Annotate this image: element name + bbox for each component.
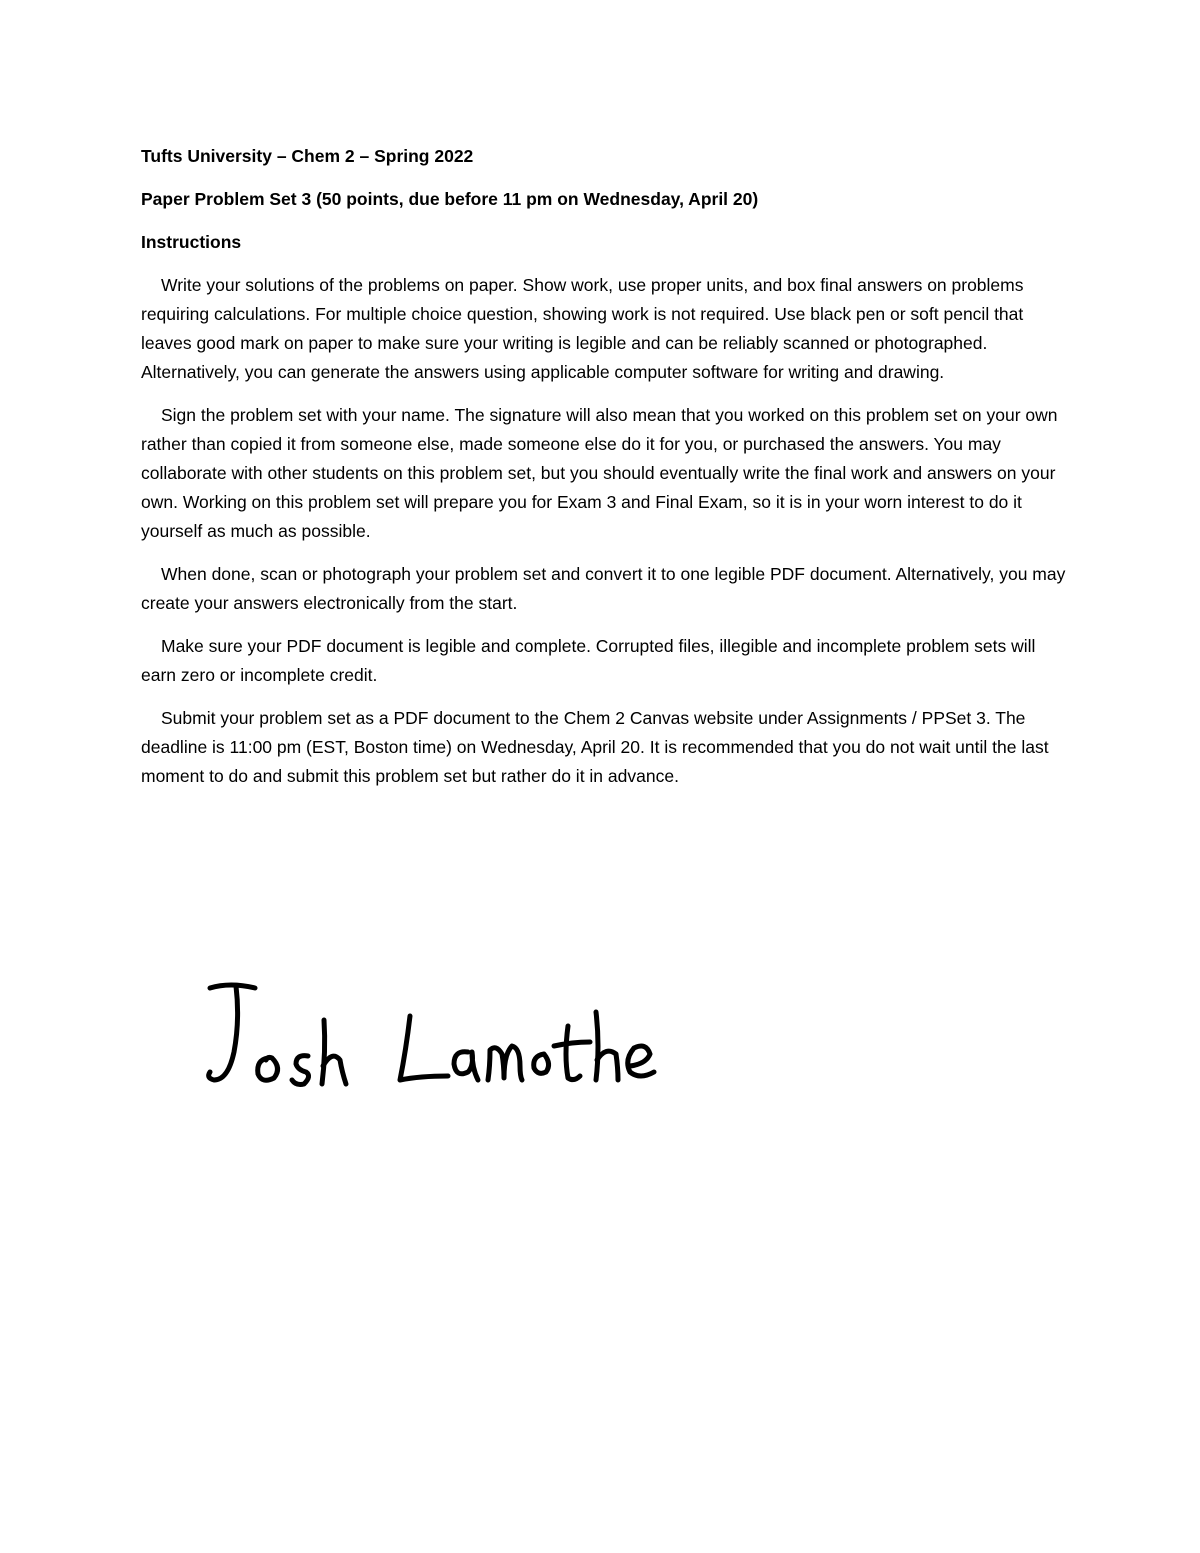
instruction-paragraph-submission: Submit your problem set as a PDF document to the Chem 2 Canvas website under Assignments / PPSet 3. The deadline is 11:00 pm (EST, Boston time) on Wednesday, April 20. It is recommended that you do not wait until the last moment to do and submit this problem set but rather do it in advance. xyxy=(141,708,1049,786)
course-header: Tufts University – Chem 2 – Spring 2022 xyxy=(141,146,474,166)
signature-t-stem xyxy=(566,1026,580,1080)
signature-h2-stem xyxy=(596,1012,598,1080)
signature-a xyxy=(454,1052,478,1080)
signature-h-stem xyxy=(322,1020,325,1084)
problem-set-title: Paper Problem Set 3 (50 points, due before 11 pm on Wednesday, April 20) xyxy=(141,189,759,209)
instruction-paragraph-signature: Sign the problem set with your name. The signature will also mean that you worked on this problem set on your own rather than copied it from someone else, made someone else do it for you, or purchased the answers. You may collaborate with other students on this problem set, but you should eventually write the final work and answers on your own. Working on this problem set will prepare you for Exam 3 and Final Exam, so it is in your worn interest to do it yourself as much as possible. xyxy=(141,405,1058,541)
signature-h-arch xyxy=(323,1056,346,1084)
handwritten-signature xyxy=(200,980,670,1100)
signature-h2-arch xyxy=(597,1051,618,1080)
signature-m xyxy=(488,1046,522,1080)
instruction-paragraph-scan: When done, scan or photograph your problem set and convert it to one legible PDF document. Alternatively, you may create your answers electronically from the start. xyxy=(141,564,1066,613)
signature-t-bar xyxy=(554,1042,590,1046)
signature-s xyxy=(292,1056,309,1085)
signature-o xyxy=(258,1057,278,1080)
signature-e xyxy=(628,1046,654,1076)
signature-j-stem xyxy=(209,986,238,1080)
signature-j-top xyxy=(210,985,255,988)
signature-strokes xyxy=(209,985,654,1085)
instructions-heading: Instructions xyxy=(141,232,242,252)
instruction-paragraph-writing: Write your solutions of the problems on paper. Show work, use proper units, and box final answers on problems requiring calculations. For multiple choice question, showing work is not required. Use black pen or soft pencil that leaves good mark on paper to make sure your writing is legible and can be reliably scanned or photographed. Alternatively, you can generate the answers using applicable computer software for writing and drawing. xyxy=(141,275,1024,382)
signature-l xyxy=(400,1016,448,1080)
signature-o2 xyxy=(534,1054,549,1073)
instruction-paragraph-legibility: Make sure your PDF document is legible and complete. Corrupted files, illegible and incomplete problem sets will earn zero or incomplete credit. xyxy=(141,636,1036,685)
document-body xyxy=(141,142,1071,805)
signature-drawing xyxy=(200,980,670,1100)
